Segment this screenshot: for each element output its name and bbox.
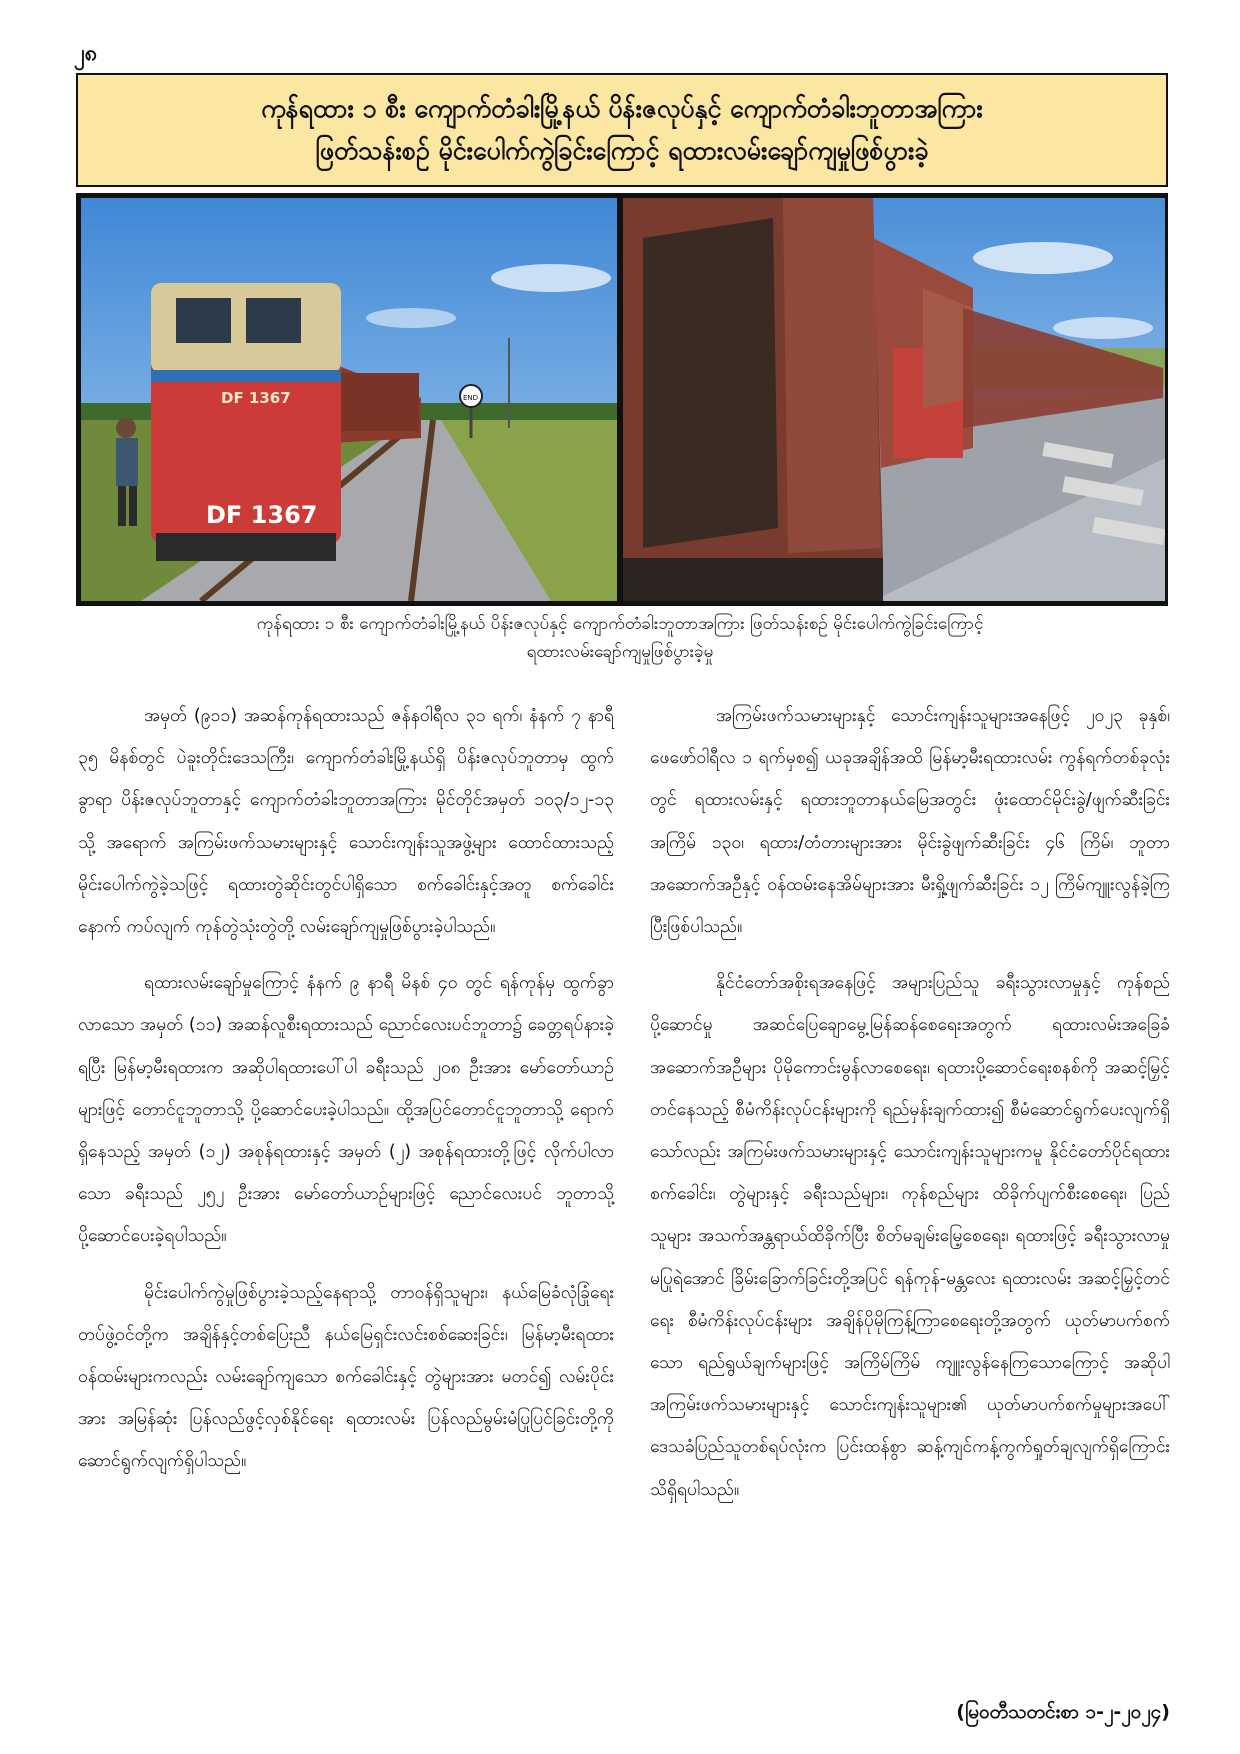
- headline-line-2: ဖြတ်သန်းစဉ် မိုင်းပေါက်ကွဲခြင်းကြောင့် ရထားလမ်းချော်ကျမှုဖြစ်ပွားခဲ့: [315, 136, 929, 165]
- article-paragraph: ရထားလမ်းချော်မှုကြောင့် နံနက် ၉ နာရီ မိနစ် ၄၀ တွင် ရန်ကုန်မှ ထွက်ခွာလာသော အမှတ် (၁၁) အဆန်လူစီးရထားသည် ညောင်လေးပင်ဘူတာ၌ ခေတ္တရပ်နားခဲ့ရပြီး မြန်မာ့မီးရထားက အဆိုပါရထားပေါ်ပါ ခရီးသည် ၂၀၈ ဦးအား မော်တော်ယာဉ်များဖြင့် တောင်ငူဘူတာသို့ ပို့ဆောင်ပေးခဲ့ပါသည်။ ထို့အပြင်တောင်ငူဘူတာသို့ ရောက်ရှိနေသည့် အမှတ် (၁၂) အစုန်ရထားနှင့် အမှတ် (၂) အစုန်ရထားတို့ဖြင့် လိုက်ပါလာသော ခရီးသည် ၂၅၂ ဦးအား မော်တော်ယာဉ်များဖြင့် ညောင်လေးပင် ဘူတာသို့ ပို့ဆောင်ပေးခဲ့ရပါသည်။: [78, 973, 614, 1247]
- end-sign-text: END: [463, 394, 479, 402]
- article-paragraph: မိုင်းပေါက်ကွဲမှုဖြစ်ပွားခဲ့သည့်နေရာသို့ တာဝန်ရှိသူများ၊ နယ်မြေခံလုံခြုံရေးတပ်ဖွဲ့ဝင်တို့က အချိန်နှင့်တစ်ပြေးညီ နယ်မြေရှင်းလင်းစစ်ဆေးခြင်း၊ မြန်မာ့မီးရထားဝန်ထမ်းများကလည်း လမ်းချော်ကျသော စက်ခေါင်းနှင့် တွဲများအား မတင်၍ လမ်းပိုင်းအား အမြန်ဆုံး ပြန်လည်ဖွင့်လှစ်နိုင်ရေး ရထားလမ်း ပြန်လည်မွမ်းမံပြုပြင်ခြင်းတို့ကို ဆောင်ရွက်လျက်ရှိပါသည်။: [78, 1282, 614, 1472]
- article-paragraph: အကြမ်းဖက်သမားများနှင့် သောင်းကျန်းသူများအနေဖြင့် ၂၀၂၃ ခုနှစ်၊ ဖေဖော်ဝါရီလ ၁ ရက်မှစ၍ ယခုအချိန်အထိ မြန်မာ့မီးရထားလမ်း ကွန်ရက်တစ်ခုလုံးတွင် ရထားလမ်းနှင့် ရထားဘူတာနယ်မြေအတွင်း ဖုံးထောင်မိုင်းခွဲ/ဖျက်ဆီးခြင်း အကြိမ် ၁၃၀၊ ရထား/တံတားများအား မိုင်းခွဲဖျက်ဆီးခြင်း ၄၆ ကြိမ်၊ ဘူတာအဆောက်အဦနှင့် ဝန်ထမ်းနေအိမ်များအား မီးရှို့ဖျက်ဆီးခြင်း ၁၂ ကြိမ်ကျူးလွန်ခဲ့ကြပြီးဖြစ်ပါသည်။: [650, 706, 1170, 938]
- photo-caption: [60, 610, 1180, 666]
- headline-box: [76, 73, 1168, 187]
- article-paragraph: နိုင်ငံတော်အစိုးရအနေဖြင့် အများပြည်သူ ခရီးသွားလာမှုနှင့် ကုန်စည်ပို့ဆောင်မှု အဆင်ပြေချောမွေ့မြန်ဆန်စေရေးအတွက် ရထားလမ်းအခြေခံအဆောက်အဦများ ပိုမိုကောင်းမွန်လာစေရေး၊ ရထားပို့ဆောင်ရေးစနစ်ကို အဆင့်မြှင့်တင်နေသည့် စီမံကိန်းလုပ်ငန်းများကို ရည်မှန်းချက်ထား၍ စီမံဆောင်ရွက်ပေးလျက်ရှိသော်လည်း အကြမ်းဖက်သမားများနှင့် သောင်းကျန်းသူများကမူ နိုင်ငံတော်ပိုင်ရထားစက်ခေါင်း၊ တွဲများနှင့် ခရီးသည်များ၊ ကုန်စည်များ ထိခိုက်ပျက်စီးစေရေး၊ ပြည်သူများ အသက်အန္တရာယ်ထိခိုက်ပြီး စိတ်မချမ်းမြေ့စေရေး၊ ရထားဖြင့် ခရီးသွားလာမှုမပြုရဲအောင် ခြိမ်းခြောက်ခြင်းတို့အပြင် ရန်ကုန်-မန္တလေး ရထားလမ်း အဆင့်မြှင့်တင်ရေး စီမံကိန်းလုပ်ငန်းများ အချိန်ပိုမိုကြန့်ကြာစေရေးတို့အတွက် ယုတ်မာပက်စက်သော ရည်ရွယ်ချက်များဖြင့် အကြိမ်ကြိမ် ကျူးလွန်နေကြသောကြောင့် အဆိုပါအကြမ်းဖက်သမားများနှင့် သောင်းကျန်းသူများ၏ ယုတ်မာပက်စက်မှုများအပေါ် ဒေသခံပြည်သူတစ်ရပ်လုံးက ပြင်းထန်စွာ ဆန့်ကျင်ကန့်ကွက်ရှုတ်ချလျက်ရှိကြောင်း သိရှိရပါသည်။: [650, 973, 1170, 1500]
- locomotive-photo: [81, 198, 617, 601]
- locomotive-number-upper: DF 1367: [221, 389, 291, 407]
- article-source: (မြဝတီသတင်းစာ ၁-၂-၂၀၂၄): [956, 1701, 1170, 1723]
- article-column-left: [78, 695, 614, 1497]
- caption-line-2: ရထားလမ်းချော်ကျမှုဖြစ်ပွားခဲ့မှု: [526, 642, 714, 662]
- headline-line-1: ကုန်ရထား ၁ စီး ကျောက်တံခါးမြို့နယ် ပိန်းဇလုပ်နှင့် ကျောက်တံခါးဘူတာအကြား: [261, 94, 983, 123]
- derailed-wagons-photo: [623, 198, 1165, 601]
- caption-line-1: ကုန်ရထား ၁ စီး ကျောက်တံခါးမြို့နယ် ပိန်းဇလုပ်နှင့် ကျောက်တံခါးဘူတာအကြား ဖြတ်သန်းစဉ် မိုင်းပေါက်ကွဲခြင်းကြောင့်: [256, 614, 984, 634]
- page-number: ၂၈: [74, 41, 98, 66]
- article-paragraph: အမှတ် (၉၁၁) အဆန်ကုန်ရထားသည် ဇန်နဝါရီလ ၃၁ ရက်၊ နံနက် ၇ နာရီ ၃၅ မိနစ်တွင် ပဲခူးတိုင်းဒေသကြီး၊ ကျောက်တံခါးမြို့နယ်ရှိ ပိန်းဇလုပ်ဘူတာမှ ထွက်ခွာရာ ပိန်းဇလုပ်ဘူတာနှင့် ကျောက်တံခါးဘူတာအကြား မိုင်တိုင်အမှတ် ၁၀၃/၁၂-၁၃ သို့ အရောက် အကြမ်းဖက်သမားများနှင့် သောင်းကျန်းသူအဖွဲ့များ ထောင်ထားသည့် မိုင်းပေါက်ကွဲခဲ့သဖြင့် ရထားတွဲဆိုင်းတွင်ပါရှိသော စက်ခေါင်းနှင့်အတူ စက်ခေါင်းနောက် ကပ်လျက် ကုန်တွဲသုံးတွဲတို့ လမ်းချော်ကျမှုဖြစ်ပွားခဲ့ပါသည်။: [78, 706, 614, 938]
- photo-panel: [76, 193, 1168, 606]
- article-column-right: [650, 695, 1170, 1525]
- locomotive-number-lower: DF 1367: [206, 501, 318, 529]
